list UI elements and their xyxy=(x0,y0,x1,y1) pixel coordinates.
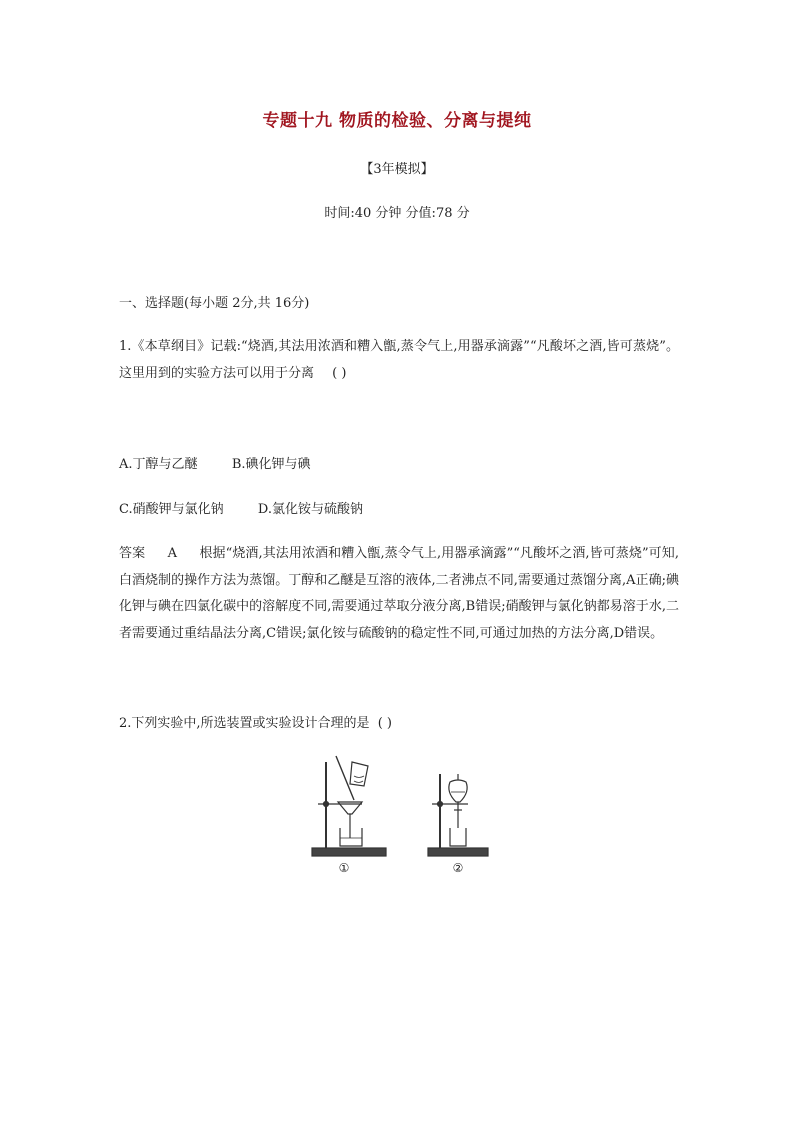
option-b: B.碘化钾与碘 xyxy=(231,457,311,472)
answer-letter: A xyxy=(167,546,177,561)
answer-text: 根据“烧酒,其法用浓酒和糟入甑,蒸令气上,用器承滴露”“凡酸坏之酒,皆可蒸烧”可知,白酒烧制的操作方法为蒸馏。丁醇和乙醚是互溶的液体,二者沸点不同,需要通过蒸馏分离,A正确;碘化钾与碘在四氯化碳中的溶解度不同,需要通过萃取分液分离,B错误;硝酸钾与氯化钠都易溶于水,二者需要通过重结晶法分离,C错误;氯化铵与硫酸钠的稳定性不同,可通过加热的方法分离,D错误。 xyxy=(119,546,679,641)
answer-label: 答案 xyxy=(119,546,146,561)
filtration-apparatus-illustration xyxy=(312,756,386,856)
options-row-cd xyxy=(119,497,679,523)
option-a: A.丁醇与乙醚 xyxy=(119,457,198,472)
option-c: C.硝酸钾与氯化钠 xyxy=(119,502,224,517)
answer-explanation xyxy=(119,541,679,647)
figure-label-2: ② xyxy=(452,861,464,875)
option-d: D.氯化铵与硫酸钠 xyxy=(257,502,363,517)
question-1 xyxy=(119,334,679,387)
figure-label-1: ① xyxy=(338,861,350,875)
time-score-info: 时间:40 分钟 分值:78 分 xyxy=(324,206,470,221)
question-2-text: 2.下列实验中,所选装置或实验设计合理的是 xyxy=(119,716,370,731)
document-title: 专题十九 物质的检验、分离与提纯 xyxy=(262,111,532,131)
apparatus-figure xyxy=(300,752,500,882)
document-subtitle: 【3年模拟】 xyxy=(360,162,434,177)
separatory-funnel-apparatus-illustration xyxy=(428,774,488,856)
options-row-ab xyxy=(119,452,679,478)
answer-bracket: ( ) xyxy=(332,365,347,381)
section-heading: 一、选择题(每小题 2分,共 16分) xyxy=(119,296,310,311)
answer-bracket-2: ( ) xyxy=(377,716,392,731)
question-2 xyxy=(119,711,679,737)
question-1-text: 1.《本草纲目》记载:“烧酒,其法用浓酒和糟入甑,蒸令气上,用器承滴露”“凡酸坏之酒,皆可蒸烧”。这里用到的实验方法可以用于分离 xyxy=(119,339,679,381)
